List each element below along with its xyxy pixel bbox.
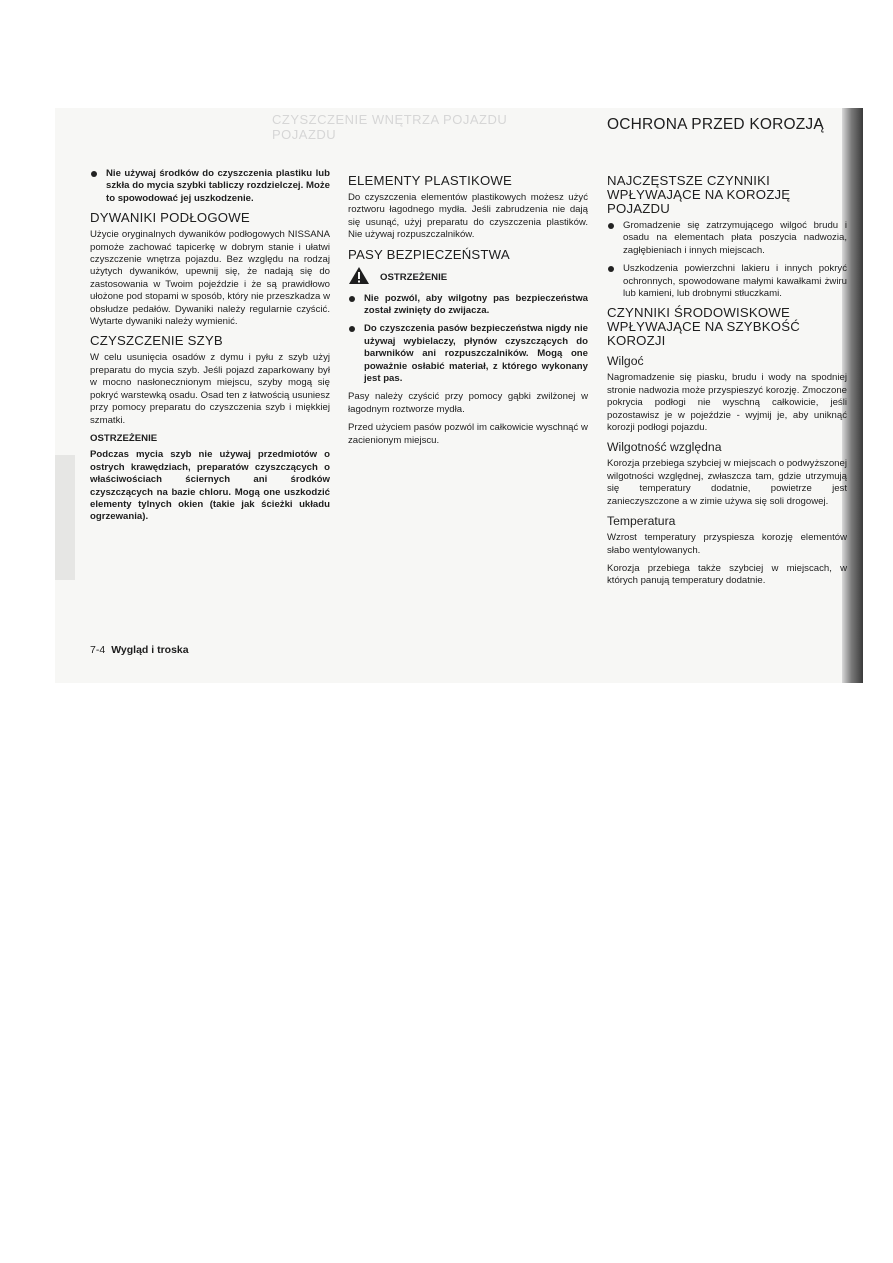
bullet-icon [349, 296, 355, 302]
pasy-text: Przed użyciem pasów pozwól im całkowicie wyschnąć w zacienionym miejscu. [348, 422, 588, 446]
temperatura-heading: Temperatura [607, 514, 676, 529]
list-item: Gromadzenie się zatrzymującego wilgoć brudu i osadu na elementach płata poszycia nadwozia, zagłębieniach i innych miejscach. [607, 220, 847, 257]
warning-bullet: Do czyszczenia pasów bezpieczeństwa nigdy nie używaj wybielaczy, płynów czyszczących do barwników ani rozpuszczalników. Mogą one poważnie osłabić materiał, z którego wykonany jest pas. [348, 323, 588, 385]
wilgoc-text: Nagromadzenie się piasku, brudu i wody na spodniej stronie nadwozia może przyspieszyć korozję. Zmoczone pokrycia podłogi nie wyschną całkowicie, jeśli pozostawisz je w pojeździe - wyjmij je, aby uniknąć korozji podłogi pojazdu. [607, 372, 847, 434]
column-middle [348, 168, 588, 453]
pasy-text: Pasy należy czyścić przy pomocy gąbki zwilżonej w łagodnym roztworze mydła. [348, 391, 588, 415]
szyby-heading: CZYSZCZENIE SZYB [90, 333, 223, 349]
srodowiskowe-heading: CZYNNIKI ŚRODOWISKOWE WPŁYWAJĄCE NA SZYBKOŚĆ KOROZJI [607, 305, 800, 349]
warning-bullet: Nie pozwól, aby wilgotny pas bezpieczeństwa został zwinięty do zwijacza. [348, 293, 588, 318]
dywaniki-text: Użycie oryginalnych dywaników podłogowych NISSANA pomoże zachować tapicerkę w dobrym stanie i ułatwi czyszczenie wnętrza pojazdu. Bez względu na rodzaj użytych dywaników, upewnij się, że nadają się do zastosowania w Twoim pojeździe i że są prawidłowo ułożone pod stopami w sposób, który nie przeszkadza w obsłudze pedałów. Dywaniki należy regularnie czyścić. Wytarte dywaniki należy wymienić. [90, 229, 330, 328]
top-bullet: Nie używaj środków do czyszczenia plastiku lub szkła do mycia szybki tabliczy rozdzielczej. Może to spowodować jej uszkodzenie. [90, 168, 330, 205]
list-item: Uszkodzenia powierzchni lakieru i innych pokryć ochronnych, spowodowane małymi kawałkami żwiru lub kamieni, lub drobnymi stłuczkami. [607, 263, 847, 300]
plastikowe-text: Do czyszczenia elementów plastikowych możesz użyć roztworu łagodnego mydła. Jeśli zabrudzenia nie dają się usunąć, użyj preparatu do czyszczenia plastików. Nie używaj rozpuszczalników. [348, 192, 588, 241]
bullet-icon [608, 266, 614, 272]
warning-label: OSTRZEŻENIE [380, 271, 448, 283]
page-number: 7-4 [90, 644, 106, 656]
czynniki-heading: NAJCZĘSTSZE CZYNNIKI WPŁYWAJĄCE NA KOROZJĘ POJAZDU [607, 173, 791, 216]
warning-label: OSTRZEŻENIE [90, 432, 158, 444]
bullet-icon [91, 171, 97, 177]
wilgoc-heading: Wilgoć [607, 354, 644, 369]
column-left [90, 168, 330, 530]
warning-triangle-icon [348, 266, 370, 285]
section-title: Wygląd i troska [111, 644, 189, 656]
szyby-text: W celu usunięcia osadów z dymu i pyłu z szyb użyj preparatu do mycia szyb. Jeśli pojazd zaparkowany był w mocno nasłonecznionym miejscu, szyby mogą się pokryć warstewką osadu. Osad ten z łatwością usuniesz przy pomocy preparatu do czyszczenia szyb i miękkiej szmatki. [90, 352, 330, 426]
bullet-icon [608, 223, 614, 229]
temperatura-text: Wzrost temperatury przyspiesza korozję elementów słabo wentylowanych. [607, 532, 847, 556]
bleed-through-title: CZYSZCZENIE WNĘTRZA POJAZDU POJAZDU [272, 112, 508, 142]
warning-header [348, 266, 588, 285]
column-right [607, 168, 847, 594]
temperatura-text: Korozja przebiega także szybciej w miejscach, w których panują temperatury dodatnie. [607, 562, 847, 587]
pasy-heading: PASY BEZPIECZEŃSTWA [348, 246, 510, 262]
wilgotnosc-heading: Wilgotność względna [607, 440, 722, 455]
running-title: OCHRONA PRZED KOROZJĄ [607, 116, 824, 133]
section-tab-marker [55, 455, 75, 580]
warning-text: Podczas mycia szyb nie używaj przedmiotów o ostrych krawędziach, preparatów czyszczących o właściwościach ściernych ani środków czyszczących na bazie chloru. Mogą one uszkodzić elementy tylnych okien (takie jak ścieżki układu ogrzewania). [90, 449, 330, 523]
page-footer [90, 644, 189, 656]
plastikowe-heading: ELEMENTY PLASTIKOWE [348, 173, 513, 188]
bullet-icon [349, 326, 355, 332]
dywaniki-heading: DYWANIKI PODŁOGOWE [90, 210, 250, 226]
wilgotnosc-text: Korozja przebiega szybciej w miejscach o podwyższonej wilgotności względnej, zwłaszcza tam, gdzie utrzymują się temperatury dodatnie, powietrze jest zanieczyszczone a w zimie używa się soli drogowej. [607, 458, 847, 507]
